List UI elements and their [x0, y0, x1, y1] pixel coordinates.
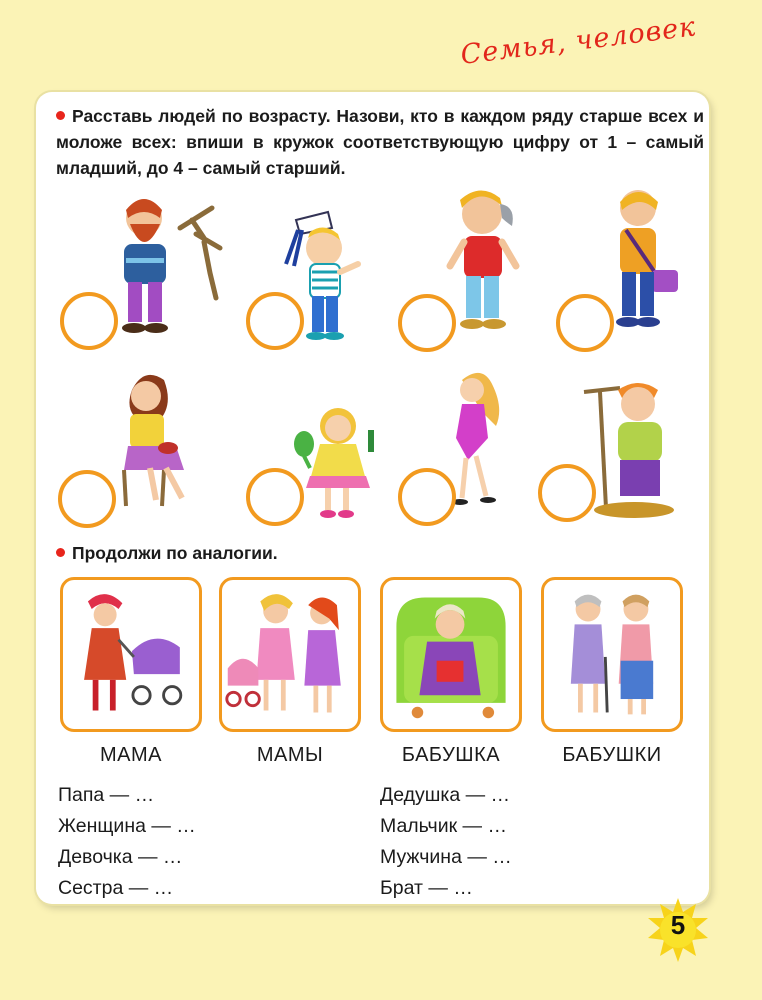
bullet-icon — [56, 548, 65, 557]
age-answer-circle[interactable] — [556, 294, 614, 352]
age-answer-circle[interactable] — [60, 292, 118, 350]
example-caption: МАМА — [100, 744, 162, 766]
exercise-item: Девочка — … — [58, 846, 183, 868]
age-answer-circle[interactable] — [538, 464, 596, 522]
age-answer-circle[interactable] — [398, 294, 456, 352]
exercise-item: Сестра — … — [58, 877, 174, 899]
age-answer-circle[interactable] — [398, 468, 456, 526]
grandmother-with-rake-icon — [574, 376, 724, 526]
task-2-instructions — [56, 540, 278, 566]
page-header-title: Семья, человек — [458, 11, 698, 71]
exercise-item: Мужчина — … — [380, 846, 512, 868]
two-mothers-icon — [219, 577, 361, 732]
task-2-text: Продолжи по аналогии. — [72, 543, 278, 563]
exercise-item: Женщина — … — [58, 815, 196, 837]
exercise-item: Папа — … — [58, 784, 155, 806]
mother-with-stroller-icon — [60, 577, 202, 732]
age-answer-circle[interactable] — [246, 468, 304, 526]
exercise-item: Дедушка — … — [380, 784, 511, 806]
teen-with-bag-icon — [590, 184, 740, 334]
example-caption: БАБУШКА — [401, 744, 501, 766]
example-caption: БАБУШКИ — [562, 744, 662, 766]
woman-on-phone-icon — [104, 366, 254, 516]
task-1-instructions — [56, 103, 704, 181]
task-1-text: Расставь людей по возрасту. Назови, кто в каждом ряду старше всех и моложе всех: впиши в кружок соответствующую цифру от 1 – самый младший, до 4 – самый старший. — [56, 106, 704, 178]
two-grandmothers-icon — [541, 577, 683, 732]
exercise-item: Мальчик — … — [380, 815, 507, 837]
exercise-item: Брат — … — [380, 877, 473, 899]
bullet-icon — [56, 111, 65, 120]
age-answer-circle[interactable] — [246, 292, 304, 350]
grandmother-knitting-icon — [380, 577, 522, 732]
page-number: 5 — [670, 910, 686, 940]
age-answer-circle[interactable] — [58, 470, 116, 528]
example-caption: МАМЫ — [256, 744, 324, 766]
